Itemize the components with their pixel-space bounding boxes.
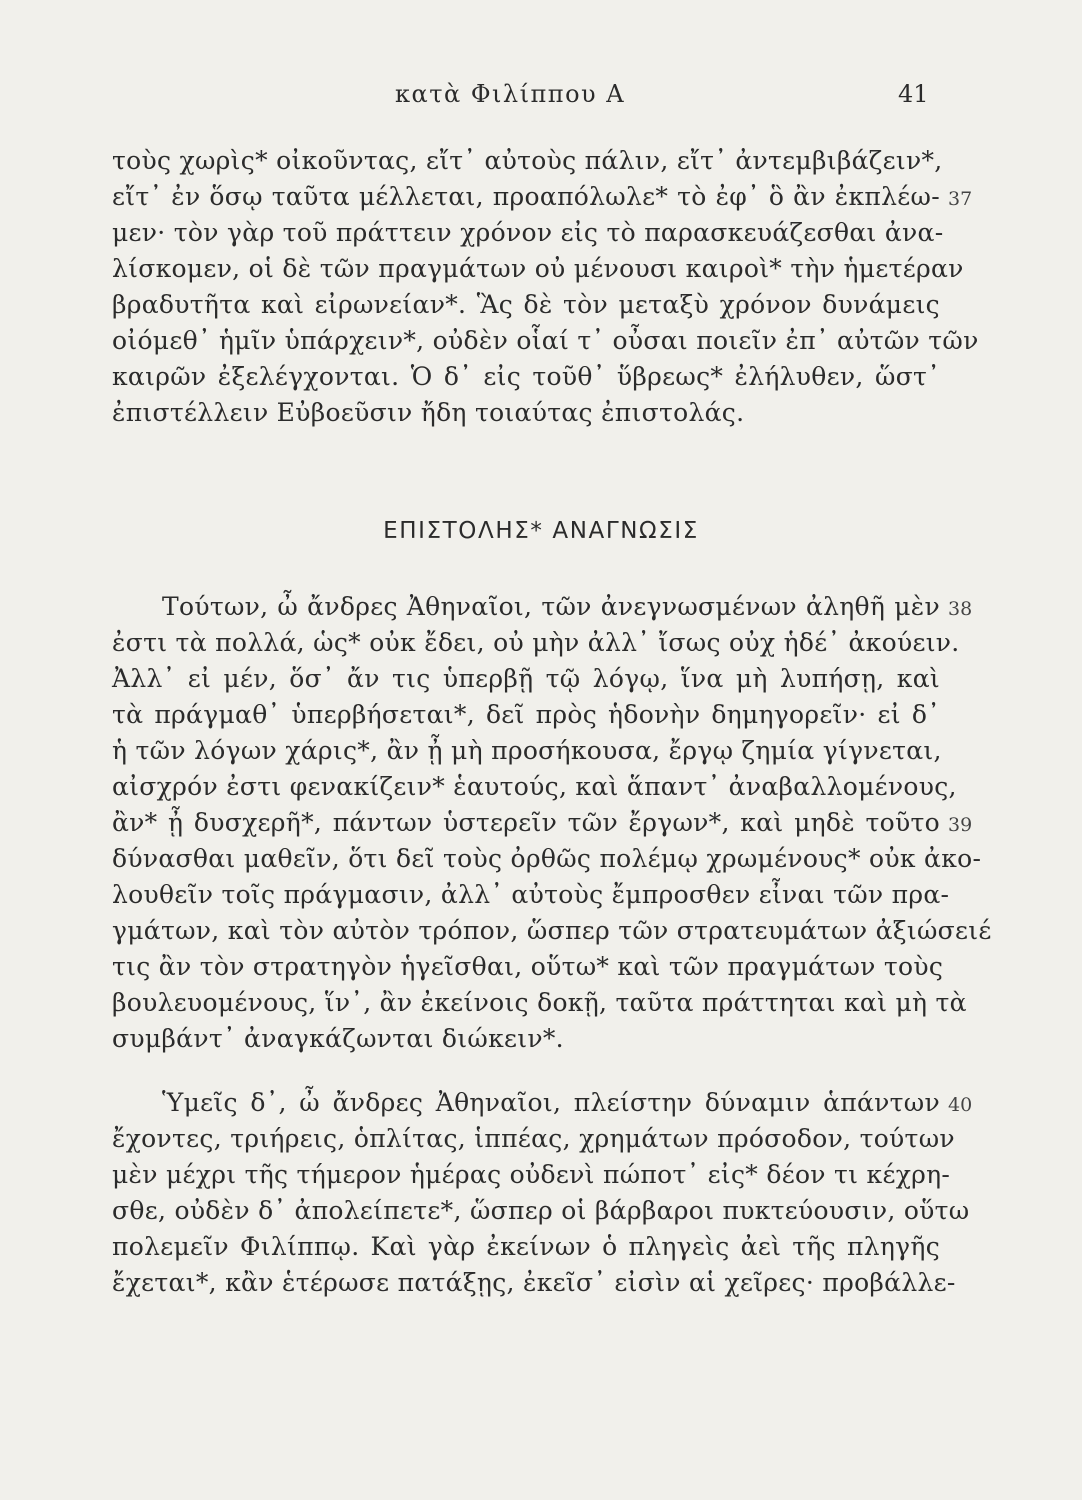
text-line: γμάτων, καὶ τὸν αὐτὸν τρόπον, ὥσπερ τῶν στρατευμάτων ἀξιώσειέ	[112, 916, 992, 945]
text-line: καιρῶν ἐξελέγχονται. Ὁ δ᾽ εἰς τοῦθ᾽ ὕβρεως* ἐλήλυθεν, ὥστ᾽	[112, 362, 940, 391]
text-line: ἔχεται*, κἂν ἑτέρωσε πατάξῃς, ἐκεῖσ᾽ εἰσὶν αἱ χεῖρες· προβάλλε-	[112, 1268, 956, 1297]
text-line: σθε, οὐδὲν δ᾽ ἀπολείπετε*, ὥσπερ οἱ βάρβαροι πυκτεύουσιν, οὕτω	[112, 1196, 970, 1225]
text-line: λουθεῖν τοῖς πράγμασιν, ἀλλ᾽ αὐτοὺς ἔμπροσθεν εἶναι τῶν πρα-	[112, 880, 950, 909]
running-head: κατὰ Φιλίππου Α	[395, 80, 626, 108]
text-line: τοὺς χωρὶς* οἰκοῦντας, εἴτ᾽ αὐτοὺς πάλιν, εἴτ᾽ ἀντεμβιβάζειν*,	[112, 146, 943, 175]
text-line: δύνασθαι μαθεῖν, ὅτι δεῖ τοὺς ὀρθῶς πολέμῳ χρωμένους* οὐκ ἀκο-	[112, 844, 982, 873]
section-number: 37	[948, 188, 973, 210]
text-line: Ἀλλ᾽ εἰ μέν, ὅσ᾽ ἄν τις ὑπερβῇ τῷ λόγῳ, ἵνα μὴ λυπήσῃ, καὶ	[112, 664, 940, 693]
section-heading: ΕΠΙΣΤΟΛΗΣ* ΑΝΑΓΝΩΣΙΣ	[383, 518, 699, 544]
text-line: αἰσχρόν ἐστι φενακίζειν* ἑαυτούς, καὶ ἅπαντ᾽ ἀναβαλλομένους,	[112, 772, 957, 801]
text-line: τὰ πράγμαθ᾽ ὑπερβήσεται*, δεῖ πρὸς ἡδονὴν δημηγορεῖν· εἰ δ᾽	[112, 700, 940, 729]
text-line: ἡ τῶν λόγων χάρις*, ἂν ᾖ μὴ προσήκουσα, ἔργῳ ζημία γίγνεται,	[112, 736, 942, 765]
text-line: μὲν μέχρι τῆς τήμερον ἡμέρας οὐδενὶ πώποτ᾽ εἰς* δέον τι κέχρη-	[112, 1160, 951, 1189]
text-line: Τούτων, ὦ ἄνδρες Ἀθηναῖοι, τῶν ἀνεγνωσμένων ἀληθῆ μὲν	[162, 592, 940, 621]
text-line: ἔχοντες, τριήρεις, ὁπλίτας, ἱππέας, χρημάτων πρόσοδον, τούτων	[112, 1124, 955, 1153]
text-line: ἂν* ᾖ δυσχερῆ*, πάντων ὑστερεῖν τῶν ἔργων*, καὶ μηδὲ τοῦτο	[112, 808, 940, 837]
text-line: βραδυτῆτα καὶ εἰρωνείαν*. Ἃς δὲ τὸν μεταξὺ χρόνον δυνάμεις	[112, 290, 940, 319]
text-line: συμβάντ᾽ ἀναγκάζωνται διώκειν*.	[112, 1024, 564, 1053]
text-line: βουλευομένους, ἵν᾽, ἂν ἐκείνοις δοκῇ, ταῦτα πράττηται καὶ μὴ τὰ	[112, 988, 967, 1017]
page-number: 41	[898, 80, 929, 108]
text-line: Ὑμεῖς δ᾽, ὦ ἄνδρες Ἀθηναῖοι, πλείστην δύναμιν ἁπάντων	[162, 1088, 940, 1117]
text-line: πολεμεῖν Φιλίππῳ. Καὶ γὰρ ἐκείνων ὁ πληγεὶς ἀεὶ τῆς πληγῆς	[112, 1232, 940, 1261]
text-line: εἴτ᾽ ἐν ὅσῳ ταῦτα μέλλεται, προαπόλωλε* τὸ ἐφ᾽ ὃ ἂν ἐκπλέω-	[112, 182, 940, 211]
text-line: τις ἂν τὸν στρατηγὸν ἡγεῖσθαι, οὕτω* καὶ τῶν πραγμάτων τοὺς	[112, 952, 944, 981]
text-line: μεν· τὸν γὰρ τοῦ πράττειν χρόνον εἰς τὸ παρασκευάζεσθαι ἀνα-	[112, 218, 944, 247]
section-number: 39	[948, 814, 973, 836]
text-line: ἐστι τὰ πολλά, ὡς* οὐκ ἔδει, οὐ μὴν ἀλλ᾽ ἴσως οὐχ ἡδέ᾽ ἀκούειν.	[112, 628, 960, 657]
section-number: 40	[948, 1094, 973, 1116]
text-line: οἰόμεθ᾽ ἡμῖν ὑπάρχειν*, οὐδὲν οἷαί τ᾽ οὖσαι ποιεῖν ἐπ᾽ αὐτῶν τῶν	[112, 326, 979, 355]
section-number: 38	[948, 598, 973, 620]
text-line: ἐπιστέλλειν Εὐβοεῦσιν ἤδη τοιαύτας ἐπιστολάς.	[112, 398, 745, 427]
text-line: λίσκομεν, οἱ δὲ τῶν πραγμάτων οὐ μένουσι καιροὶ* τὴν ἡμετέραν	[112, 254, 964, 283]
